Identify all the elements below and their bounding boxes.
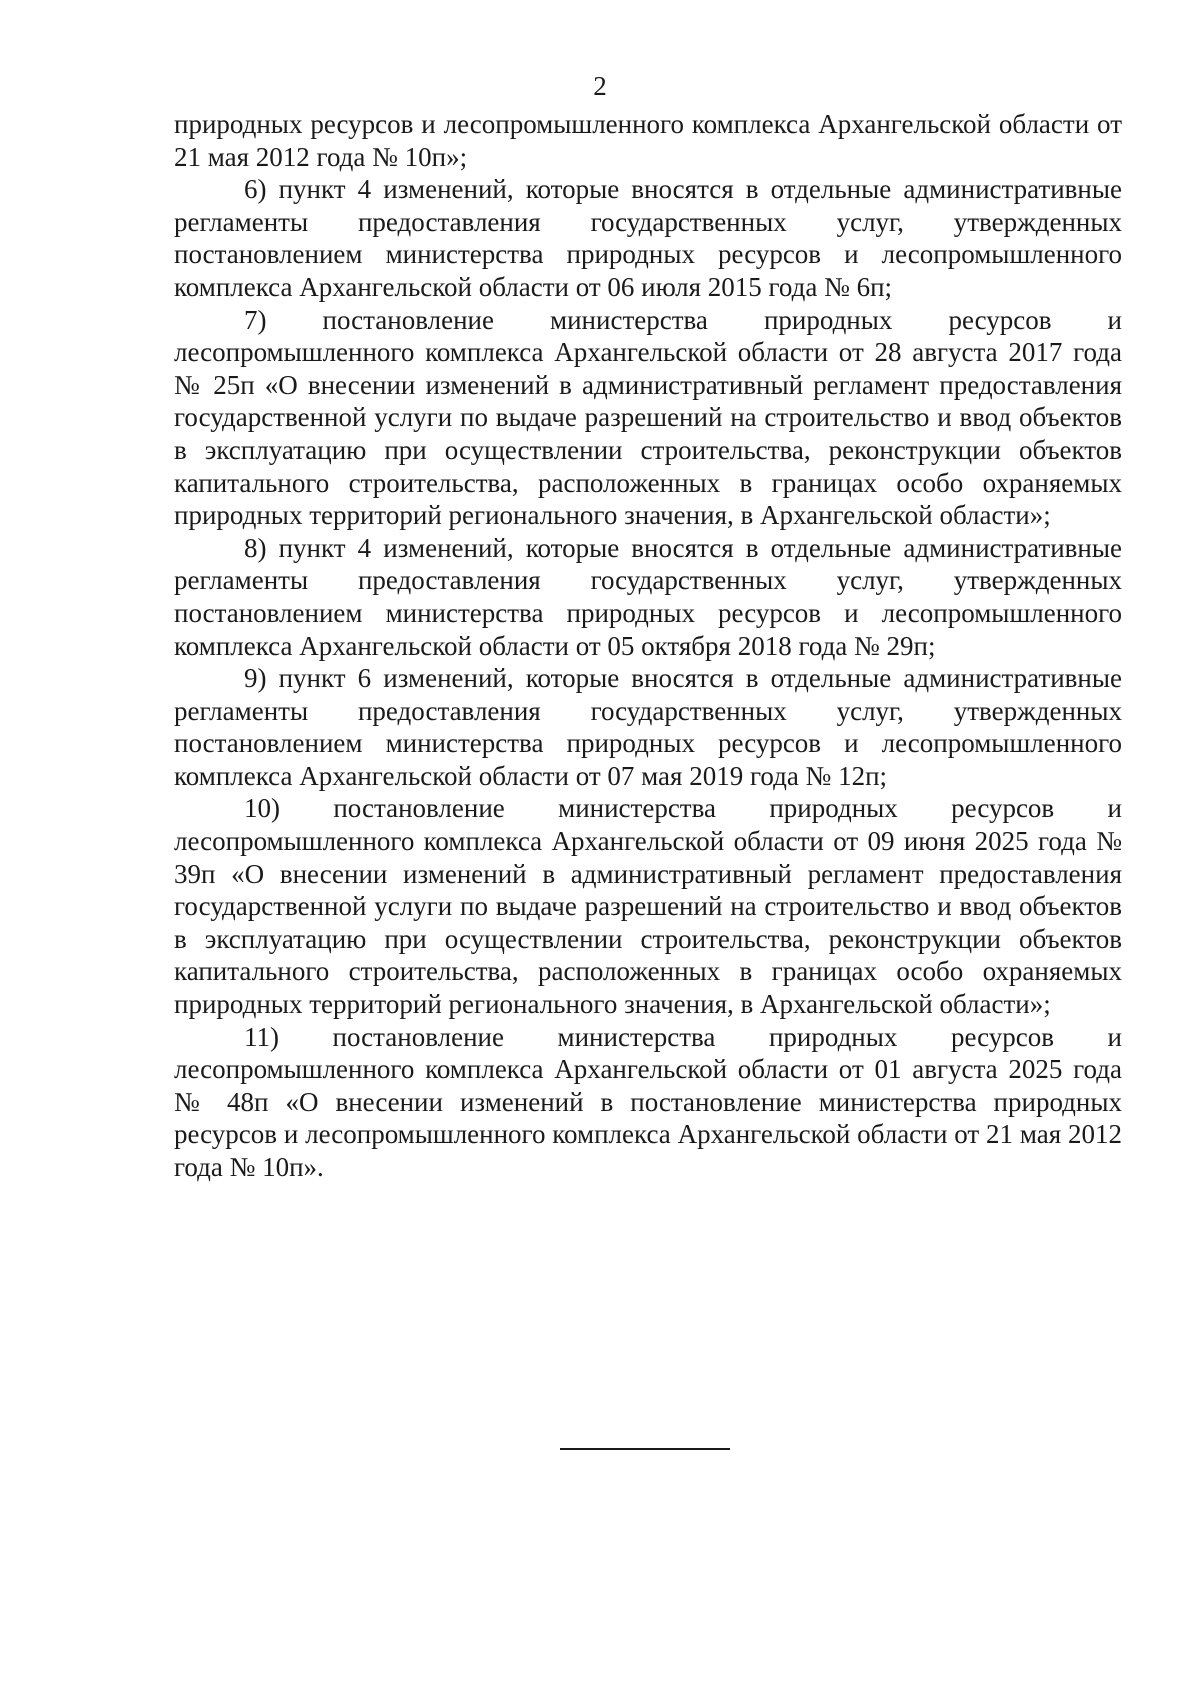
list-item-8: 8) пункт 4 изменений, которые вносятся в отдельные административные регламенты предоставления государственных услуг, утвержденных постановлением министерства природных ресурсов и лесопромышленного комплекса Архангельской области от 05 октября 2018 года № 29п; [174,532,1122,661]
list-item-10: 10) постановление министерства природных ресурсов и лесопромышленного комплекса Архангельской области от 09 июня 2025 года № 39п «О внесении изменений в административный регламент предоставления государственной услуги по выдаче разрешений на строительство и ввод объектов в эксплуатацию при осуществлении строительства, реконструкции объектов капитального строительства, расположенных в границах особо охраняемых природных территорий регионального значения, в Архангельской области»; [174,793,1122,1020]
end-of-text-divider [560,1448,730,1450]
list-item-11: 11) постановление министерства природных ресурсов и лесопромышленного комплекса Архангельской области от 01 августа 2025 года № 48п «О внесении изменений в постановление министерства природных ресурсов и лесопромышленного комплекса Архангельской области от 21 мая 2012 года № 10п». [174,1021,1122,1182]
paragraph-continuation: природных ресурсов и лесопромышленного комплекса Архангельской области от 21 мая 2012 года № 10п»; [174,109,1122,172]
document-body [174,108,1122,1184]
list-item-6: 6) пункт 4 изменений, которые вносятся в отдельные административные регламенты предоставления государственных услуг, утвержденных постановлением министерства природных ресурсов и лесопромышленного комплекса Архангельской области от 06 июля 2015 года № 6п; [174,174,1122,302]
list-item-7: 7) постановление министерства природных ресурсов и лесопромышленного комплекса Архангельской области от 28 августа 2017 года № 25п «О внесении изменений в административный регламент предоставления государственной услуги по выдаче разрешений на строительство и ввод объектов в эксплуатацию при осуществлении строительства, реконструкции объектов капитального строительства, расположенных в границах особо охраняемых природных территорий регионального значения, в Архангельской области»; [174,304,1122,531]
list-item-9: 9) пункт 6 изменений, которые вносятся в отдельные административные регламенты предоставления государственных услуг, утвержденных постановлением министерства природных ресурсов и лесопромышленного комплекса Архангельской области от 07 мая 2019 года № 12п; [174,663,1122,791]
page-number: 2 [593,71,607,101]
